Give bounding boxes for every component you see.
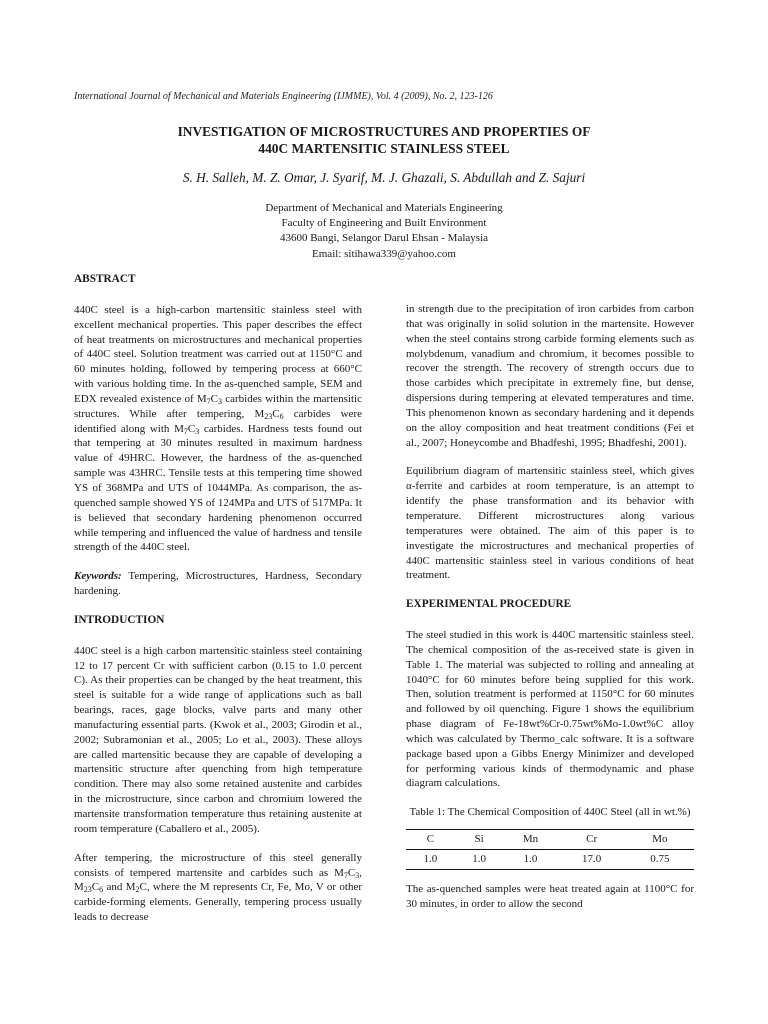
affiliation-address: 43600 Bangi, Selangor Darul Ehsan - Malaysia bbox=[279, 232, 489, 245]
table-cell: 1.0 bbox=[523, 853, 538, 865]
table-header-cell: Cr bbox=[586, 833, 598, 846]
intro-paragraph-aim: Equilibrium diagram of martensitic stainless steel, which gives α-ferrite and carbides at room temperature, is an attempt to identify the phase transformation and its behavior with temperature. Different microstructures along various temperatures were obtained. The aim of this paper is to investigate the microstructures and mechanical properties of 440C martensitic stainless steel in various conditions of heat treatment. bbox=[406, 465, 694, 582]
abstract-paragraph: 440C steel is a high-carbon martensitic stainless steel with excellent mechanical properties. This paper describes the effect of heat treatments on microstructures and mechanical properties of 440C steel. Solution treatment was carried out at 1150°C and 60 minutes holding, followed by tempering process at 660°C with various holding time. In the as-quenched sample, SEM and EDX revealed existence of $M_7C_3$ carbides within the martensitic structures. While after tempering, $M_{23}C_6$ carbides were identified along with $M_7C_3$ carbides. Hardness tests found out that tempering at 30 minutes resulted in maximum hardness value of 49HRC. However, the hardness of the as-quenched sample was 43HRC. Tensile tests at this tempering time showed YS of 368MPa and UTS of 1044MPa. As comparison, the as-quenched sample showed YS of 124MPa and UTS of 517MPa. It is believed that secondary hardening phenomenon occurred while tempering and influenced the value of hardness and tensile strength of the 440C steel. bbox=[74, 303, 363, 554]
left-column bbox=[74, 272, 362, 939]
experimental-heading: EXPERIMENTAL PROCEDURE bbox=[406, 598, 572, 611]
table-header-row bbox=[406, 830, 694, 850]
table-cell: 0.75 bbox=[650, 853, 670, 865]
title-line-1: INVESTIGATION OF MICROSTRUCTURES AND PROPERTIES OF bbox=[177, 124, 591, 139]
right-column bbox=[406, 302, 694, 926]
table-row bbox=[406, 850, 694, 870]
table-header-cell: C bbox=[426, 833, 435, 846]
table-header-cell: Mo bbox=[652, 833, 668, 846]
introduction-paragraph-2: After tempering, the microstructure of this steel generally consists of tempered martensite and carbides such as $M_7C_3$, $M_{23}C_6$ and $M_2C$, where the M represents Cr, Fe, Mo, V or other carbide-forming elements. Generally, tempering process usually leads to decrease bbox=[74, 851, 363, 924]
affiliation bbox=[60, 201, 708, 262]
intro-continued-paragraph: in strength due to the precipitation of iron carbides from carbon that was originally in solid solution in the martensite. However when the steel contains strong carbide forming elements such as molybdenum, vanadium and chromium, it becomes possible to recover the strength. The recovery of strength occurs due to those carbides which precipitate in extremely fine, but dense, dispersions during tempering at elevated temperatures and time. This phenomenon known as secondary hardening and it depends on the alloy composition and heat treatment conditions (Fei et al., 2007; Honeycombe and Bhadfeshi, 1995; Bhadfeshi, 2001). bbox=[406, 303, 694, 449]
abstract-heading: ABSTRACT bbox=[74, 273, 136, 285]
authors: S. H. Salleh, M. Z. Omar, J. Syarif, M. J. Ghazali, S. Abdullah and Z. Sajuri bbox=[182, 170, 586, 185]
keywords-list: Tempering, Microstructures, Hardness, Secondary hardening. bbox=[74, 570, 362, 598]
introduction-paragraph-1: 440C steel is a high carbon martensitic stainless steel containing 12 to 17 percent Cr with sufficient carbon (0.15 to 1.0 percent C). As their properties can be changed by the heat treatment, this steel is suitable for a wide range of applications such as ball bearings, races, gage blocks, valve parts and many other manufacturing essential parts. (Kwok et al., 2003; Girodin et al., 2002; Subramonian et al., 2005; Lo et al., 2003). These alloys are called martensitic because they are capable of developing a martensitic structure after quenching from high temperature condition. There may also some retained austenite and carbides in the microstructure, since carbon and chromium lowered the martensite transformation temperature thus retaining austenite at room temperature (Caballero et al., 2005). bbox=[74, 644, 362, 835]
table-cell: 17.0 bbox=[582, 853, 602, 865]
keywords-label: Keywords: bbox=[74, 570, 122, 583]
affiliation-department: Department of Mechanical and Materials Engineering bbox=[265, 202, 503, 214]
journal-header: International Journal of Mechanical and Materials Engineering (IJMME), Vol. 4 (2009), No. 2, 123-126 bbox=[74, 91, 493, 102]
experimental-paragraph: The steel studied in this work is 440C martensitic stainless steel. The chemical composition of the as-received state is given in Table 1. The material was subjected to rolling and annealing at 1040°C for 60 minutes before being supplied for this work. Then, solution treatment is performed at 1150°C for 60 minutes and followed by oil quenching. Figure 1 shows the equilibrium phase diagram of Fe-18wt%Cr-0.75wt%Mo-1.0wt%C alloy which was calculated by Thermo_calc software. It is a software package based upon a Gibbs Energy Minimizer and developed for performing various kinds of thermodynamic and phase diagram calculations. bbox=[406, 629, 694, 790]
table-cell: 1.0 bbox=[472, 853, 486, 865]
affiliation-email[interactable]: Email: sitihawa339@yahoo.com bbox=[312, 247, 456, 260]
introduction-heading: INTRODUCTION bbox=[74, 613, 165, 626]
heat-treatment-paragraph: The as-quenched samples were heat treated again at 1100°C for 30 minutes, in order to allow the second bbox=[406, 882, 694, 910]
keywords bbox=[74, 569, 362, 599]
title-line-2: 440C MARTENSITIC STAINLESS STEEL bbox=[258, 141, 510, 156]
affiliation-faculty: Faculty of Engineering and Built Environment bbox=[281, 217, 487, 230]
table-caption: Table 1: The Chemical Composition of 440C Steel (all in wt.%) bbox=[409, 806, 691, 819]
table-cell: 1.0 bbox=[423, 853, 438, 865]
paper-title bbox=[60, 123, 708, 157]
table-header-cell: Mn bbox=[522, 833, 539, 846]
table-header-cell: Si bbox=[474, 833, 484, 846]
chemical-composition-table bbox=[406, 829, 694, 870]
